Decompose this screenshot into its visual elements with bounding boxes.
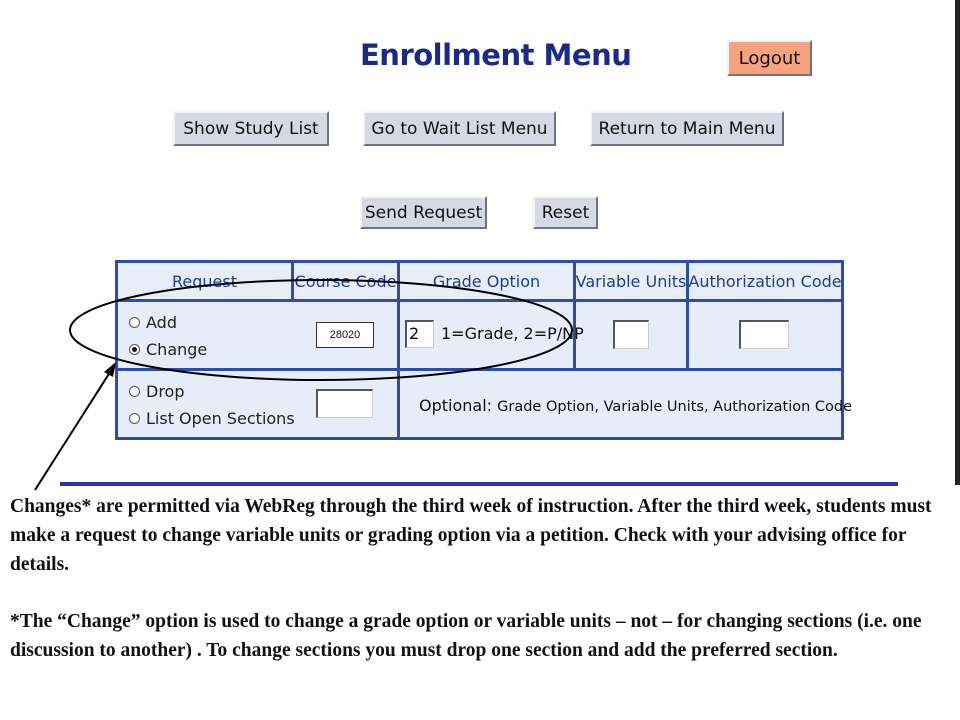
main-menu-button[interactable]: Return to Main Menu: [590, 111, 784, 146]
header-grade-option: Grade Option: [400, 263, 573, 299]
annotation-arrow-head: [104, 362, 116, 377]
show-study-list-button[interactable]: Show Study List: [173, 111, 329, 146]
optional-label: Optional:: [419, 396, 493, 415]
logout-button[interactable]: Logout: [727, 40, 812, 76]
radio-drop-label: Drop: [146, 382, 185, 401]
header-variable-units: Variable Units: [576, 263, 686, 299]
header-course-code: Course Code: [294, 263, 397, 299]
highlight-ellipse: [70, 280, 572, 380]
wait-list-menu-button[interactable]: Go to Wait List Menu: [363, 111, 556, 146]
radio-list-label: List Open Sections: [146, 409, 295, 428]
radio-change-label: Change: [146, 340, 208, 359]
optional-text: Grade Option, Variable Units, Authorization Code: [497, 399, 853, 415]
note-paragraph-2: *The “Change” option is used to change a grade option or variable units – not – for changing sections (i.e. one discussion to another) . To change sections you must drop one section and add the preferred section.: [10, 611, 922, 661]
radio-add-label: Add: [146, 313, 177, 332]
header-request: Request: [118, 263, 291, 299]
note-paragraph-1: Changes* are permitted via WebReg through the third week of instruction. After the third week, students must make a request to change variable units or grading option via a petition. Check with your advising office for details.: [10, 496, 932, 575]
course-code-input[interactable]: 28020: [316, 322, 374, 348]
divider-bar: [60, 482, 898, 486]
annotation-arrow-line: [35, 369, 112, 490]
grade-option-input[interactable]: 2: [405, 320, 434, 348]
page-title: Enrollment Menu: [360, 38, 632, 72]
grade-option-hint: 1=Grade, 2=P/NP: [441, 324, 584, 343]
send-request-button[interactable]: Send Request: [360, 196, 487, 229]
reset-button[interactable]: Reset: [533, 196, 598, 229]
header-authorization-code: Authorization Code: [689, 263, 841, 299]
